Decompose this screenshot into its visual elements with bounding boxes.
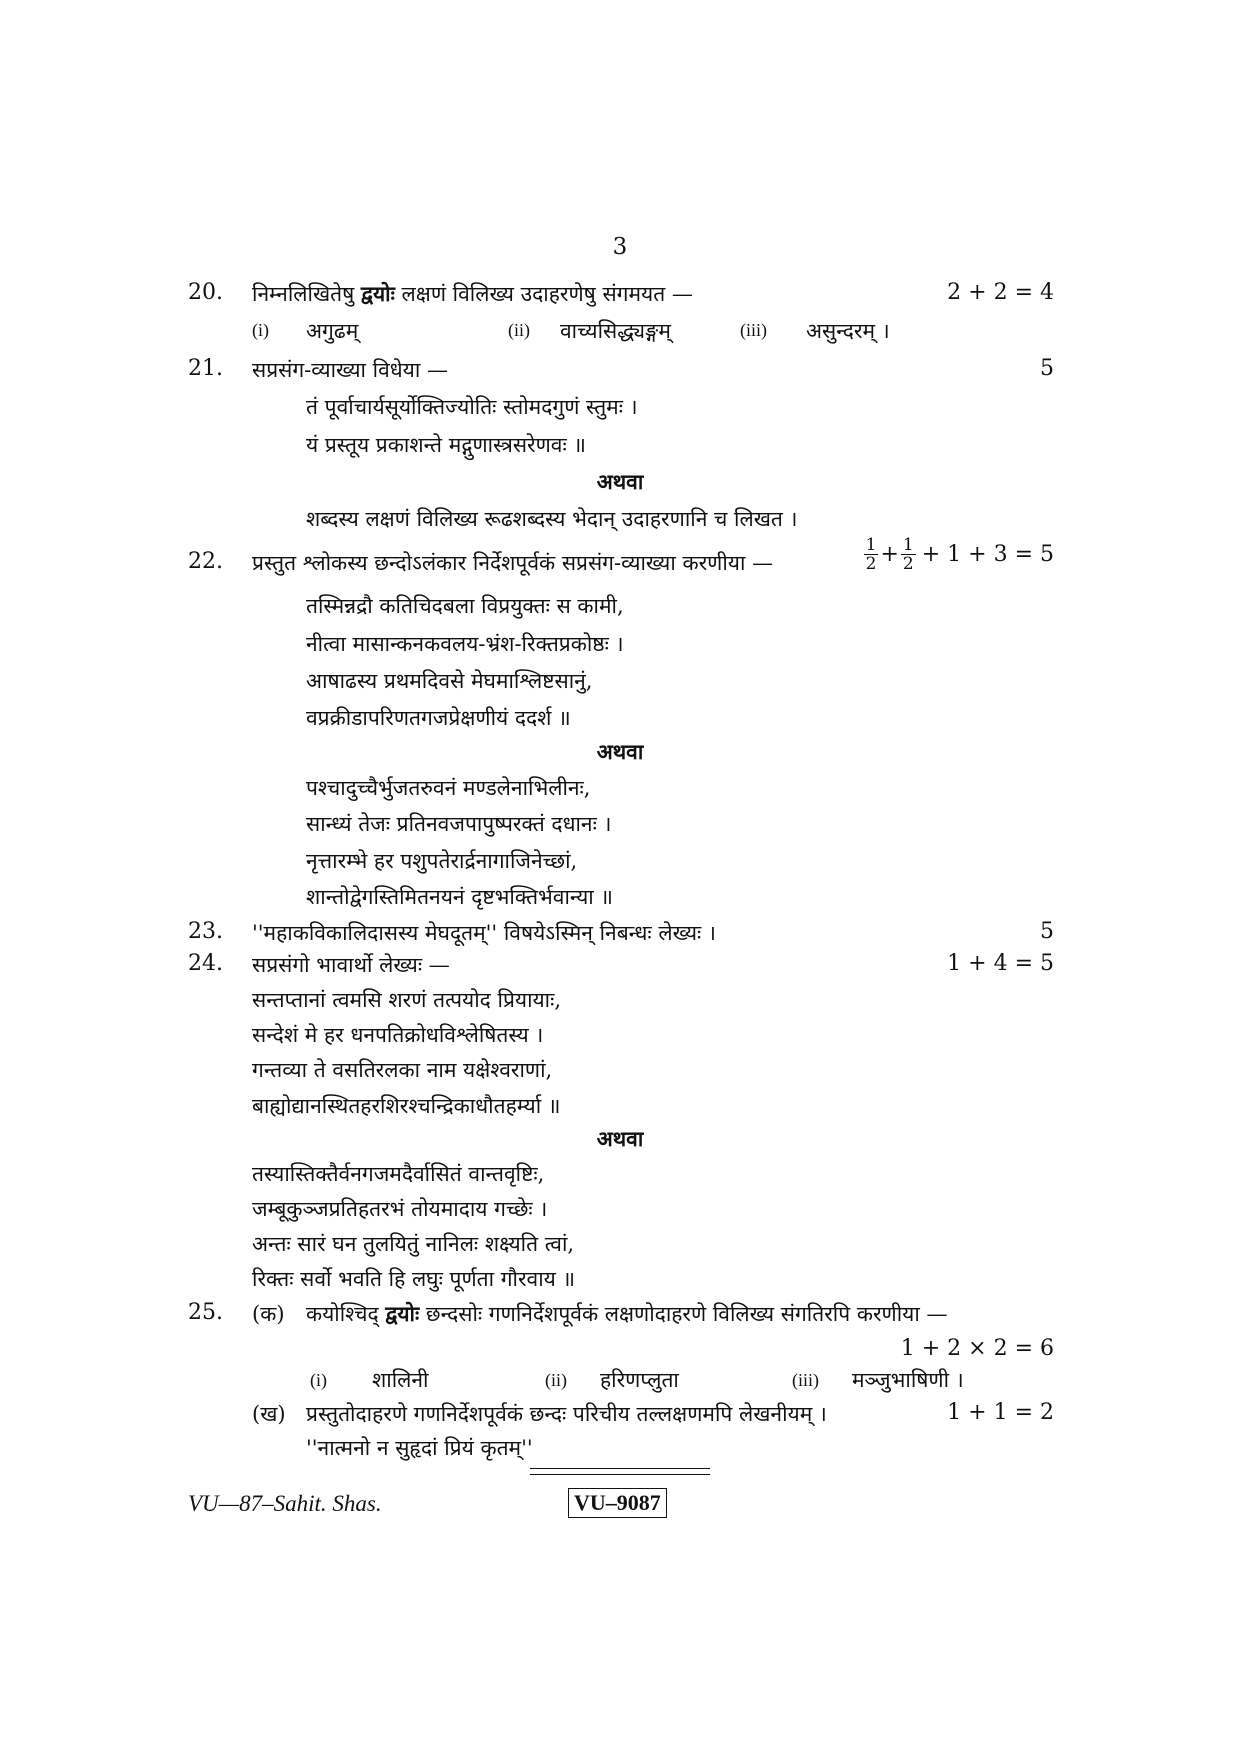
q24-verse-line: बाह्योद्यानस्थितहरशिरश्चन्द्रिकाधौतहर्म्या ॥ — [252, 1094, 561, 1118]
q25b-text: प्रस्तुतोदाहरणे गणनिर्देशपूर्वकं छन्दः परिचीय तल्लक्षणमपि लेखनीयम् । — [306, 1402, 827, 1426]
q22-verse-line: नीत्वा मासान्कनकवलय-भ्रंश-रिक्तप्रकोष्ठः । — [306, 632, 624, 656]
q21-alt-text: शब्दस्य लक्षणं विलिख्य रूढशब्दस्य भेदान् उदाहरणानि च लिखत । — [306, 507, 798, 531]
q22-verse-line: तस्मिन्नद्रौ कतिचिदबला विप्रयुक्तः स कामी, — [306, 594, 624, 618]
q24-verse-line: सन्देशं मे हर धनपतिक्रोधविश्लेषितस्य । — [252, 1023, 544, 1047]
q24-marks: 1 + 4 = 5 — [947, 951, 1054, 976]
q21-marks: 5 — [1040, 356, 1054, 381]
q20-opt3-text: असुन्दरम् । — [806, 319, 890, 343]
q20-bold-word: द्वयोः — [360, 281, 395, 306]
q24-or: अथवा — [596, 1126, 644, 1151]
q22-number: 22. — [188, 549, 223, 574]
q22-verse-line: शान्तोद्वेगस्तिमितनयनं दृष्टभक्तिर्भवान्या ॥ — [306, 885, 613, 909]
q21-verse-line: यं प्रस्तूय प्रकाशन्ते मद्गुणास्त्रसरेणवः ॥ — [306, 433, 586, 457]
q24-verse-line: गन्तव्या ते वसतिरलका नाम यक्षेश्वराणां, — [252, 1058, 553, 1082]
q20-marks: 2 + 2 = 4 — [947, 280, 1054, 305]
footer-boxed-code: VU–9087 — [568, 1488, 667, 1518]
q22-verse-line: वप्रक्रीडापरिणतगजप्रेक्षणीयं ददर्श ॥ — [306, 706, 571, 730]
q22-verse-line: पश्चादुच्चैर्भुजतरुवनं मण्डलेनाभिलीनः, — [306, 776, 591, 800]
q25b-marks: 1 + 1 = 2 — [947, 1400, 1054, 1425]
q22-verse-line: सान्ध्यं तेजः प्रतिनवजपापुष्परक्तं दधानः । — [306, 812, 612, 836]
q25a-bold-word: द्वयोः — [385, 1301, 420, 1326]
q24-verse-line: जम्बूकुञ्जप्रतिहतरभं तोयमादाय गच्छेः । — [252, 1197, 548, 1221]
q24-verse-line: रिक्तः सर्वो भवति हि लघुः पूर्णता गौरवाय ॥ — [252, 1267, 576, 1291]
q25-opt1-label: (i) — [310, 1370, 327, 1390]
q22-verse-line: आषाढस्य प्रथमदिवसे मेघमाश्लिष्टसानुं, — [306, 669, 593, 693]
q20-text: निम्नलिखितेषु द्वयोः लक्षणं विलिख्य उदाहरणेषु संगमयत — — [252, 281, 693, 306]
q21-verse-line: तं पूर्वाचार्यसूर्योक्तिज्योतिः स्तोमदगुणं स्तुमः । — [306, 395, 638, 419]
q23-number: 23. — [188, 919, 223, 944]
footer-paper-code: VU—87–Sahit. Shas. — [188, 1491, 382, 1516]
q22-fraction-1: $\frac{1}{2}$ — [865, 535, 877, 574]
q22-text: प्रस्तुत श्लोकस्य छन्दोऽलंकार निर्देशपूर्वकं सप्रसंग-व्याख्या करणीया — — [252, 551, 774, 575]
q25-opt2-text: हरिणप्लुता — [600, 1368, 679, 1392]
q22-or: अथवा — [596, 739, 644, 764]
q24-verse-line: अन्तः सारं घन तुलयितुं नानिलः शक्ष्यति त्वां, — [252, 1232, 575, 1256]
q20-number: 20. — [188, 280, 223, 305]
q25-opt3-text: मञ्जुभाषिणी । — [852, 1368, 964, 1392]
q25-number: 25. — [188, 1300, 223, 1325]
q20-opt2-text: वाच्यसिद्ध्यङ्गम् — [560, 319, 671, 343]
q20-opt1-label: (i) — [252, 320, 269, 340]
q22-fraction-2: $\frac{1}{2}$ — [902, 535, 914, 574]
q25a-marks: 1 + 2 × 2 = 6 — [900, 1336, 1054, 1361]
q20-opt3-label: (iii) — [740, 320, 767, 340]
q24-number: 24. — [188, 951, 223, 976]
q25b-label: (ख) — [252, 1402, 286, 1426]
q21-or: अथवा — [596, 469, 644, 494]
q25b-quote: ''नात्मनो न सुहृदां प्रियं कृतम्'' — [306, 1436, 533, 1460]
q22-verse-line: नृत्तारम्भे हर पशुपतेरार्द्रनागाजिनेच्छां, — [306, 849, 578, 873]
page-number: 3 — [612, 234, 628, 260]
q25-opt3-label: (iii) — [792, 1370, 819, 1390]
q22-marks: $\frac{1}{2}$ + $\frac{1}{2}$ + 1 + 3 = 5 — [865, 535, 1054, 574]
q24-verse-line: सन्तप्तानां त्वमसि शरणं तत्पयोद प्रियायाः, — [252, 988, 562, 1012]
q20-opt2-label: (ii) — [508, 320, 530, 340]
q24-text: सप्रसंगो भावार्थो लेख्यः — — [252, 953, 450, 977]
q23-text: ''महाकविकालिदासस्य मेघदूतम्'' विषयेऽस्मिन् निबन्धः लेख्यः । — [252, 921, 716, 945]
q21-text: सप्रसंग-व्याख्या विधेया — — [252, 358, 448, 382]
q25a-label: (क) — [252, 1302, 285, 1326]
end-rule-bottom — [530, 1474, 710, 1475]
end-rule-top — [530, 1468, 710, 1469]
q21-number: 21. — [188, 356, 223, 381]
q23-marks: 5 — [1040, 919, 1054, 944]
q25a-text: कयोश्चिद् द्वयोः छन्दसोः गणनिर्देशपूर्वकं लक्षणोदाहरणे विलिख्य संगतिरपि करणीया — — [306, 1301, 948, 1326]
q25-opt1-text: शालिनी — [372, 1368, 429, 1392]
q25-opt2-label: (ii) — [545, 1370, 567, 1390]
q20-opt1-text: अगुढम् — [306, 319, 359, 343]
q24-verse-line: तस्यास्तिक्तैर्वनगजमदैर्वासितं वान्तवृष्टिः, — [252, 1162, 545, 1186]
